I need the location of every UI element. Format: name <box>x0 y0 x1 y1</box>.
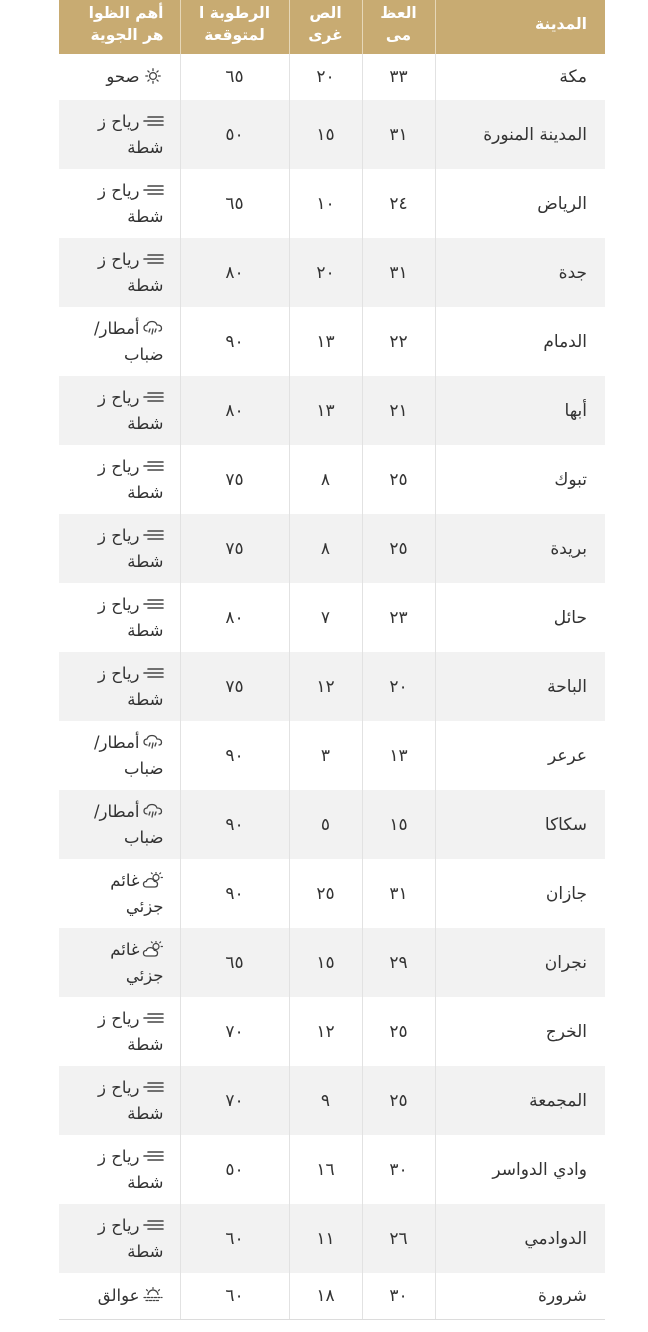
wind-icon <box>142 1215 164 1231</box>
max-temp-cell: ٢١ <box>362 376 435 445</box>
min-temp-cell: ٢٠ <box>289 54 362 100</box>
weather-cell <box>59 1204 180 1273</box>
weather-label: رياح ز شطة <box>98 1146 164 1192</box>
city-cell: نجران <box>435 928 605 997</box>
city-cell: عرعر <box>435 721 605 790</box>
max-temp-cell: ١٣ <box>362 721 435 790</box>
weather-label: أمطار/ ضباب <box>93 318 164 364</box>
table-row <box>59 169 605 238</box>
table-row <box>59 859 605 928</box>
city-cell: شرورة <box>435 1273 605 1320</box>
weather-label: رياح ز شطة <box>98 456 164 502</box>
sun-icon <box>142 66 164 82</box>
rain-cloud-icon <box>142 732 164 748</box>
weather-label: رياح ز شطة <box>98 1215 164 1261</box>
max-temp-cell: ٢٥ <box>362 1066 435 1135</box>
max-temp-cell: ٢٥ <box>362 997 435 1066</box>
weather-label: رياح ز شطة <box>98 1077 164 1123</box>
humidity-cell: ٦٠ <box>180 1273 289 1320</box>
table-row <box>59 652 605 721</box>
min-temp-cell: ١٠ <box>289 169 362 238</box>
max-temp-cell: ٢٩ <box>362 928 435 997</box>
weather-label: غائم جزئي <box>110 870 164 916</box>
city-cell: حائل <box>435 583 605 652</box>
weather-label: صحو <box>106 67 140 86</box>
max-temp-cell: ٢٣ <box>362 583 435 652</box>
wind-icon <box>142 180 164 196</box>
max-temp-cell: ٣١ <box>362 859 435 928</box>
table-body <box>59 54 605 1320</box>
min-temp-cell: ١٢ <box>289 997 362 1066</box>
table-row <box>59 307 605 376</box>
weather-cell <box>59 169 180 238</box>
weather-label: رياح ز شطة <box>98 249 164 295</box>
weather-cell <box>59 1135 180 1204</box>
max-temp-cell: ٢٦ <box>362 1204 435 1273</box>
min-temp-cell: ٩ <box>289 1066 362 1135</box>
city-cell: المجمعة <box>435 1066 605 1135</box>
wind-icon <box>142 594 164 610</box>
min-temp-cell: ٧ <box>289 583 362 652</box>
min-temp-cell: ١٨ <box>289 1273 362 1320</box>
humidity-cell: ٧٠ <box>180 1066 289 1135</box>
weather-cell <box>59 997 180 1066</box>
weather-cell <box>59 54 180 100</box>
weather-cell <box>59 721 180 790</box>
city-cell: الدوادمي <box>435 1204 605 1273</box>
weather-cell <box>59 514 180 583</box>
table-row <box>59 997 605 1066</box>
min-temp-cell: ٢٠ <box>289 238 362 307</box>
humidity-cell: ٨٠ <box>180 583 289 652</box>
table-header <box>59 0 605 54</box>
table-row <box>59 445 605 514</box>
weather-cell <box>59 583 180 652</box>
header-city: المدينة <box>435 0 605 54</box>
wind-icon <box>142 1077 164 1093</box>
humidity-cell: ٩٠ <box>180 307 289 376</box>
weather-cell <box>59 376 180 445</box>
table-row <box>59 238 605 307</box>
wind-icon <box>142 525 164 541</box>
city-cell: جدة <box>435 238 605 307</box>
min-temp-cell: ٢٥ <box>289 859 362 928</box>
min-temp-cell: ١٣ <box>289 376 362 445</box>
rain-cloud-icon <box>142 801 164 817</box>
city-cell: أبها <box>435 376 605 445</box>
header-row <box>59 0 605 54</box>
weather-cell <box>59 790 180 859</box>
humidity-cell: ٧٥ <box>180 445 289 514</box>
max-temp-cell: ٣١ <box>362 238 435 307</box>
humidity-cell: ٦٥ <box>180 928 289 997</box>
city-cell: المدينة المنورة <box>435 100 605 169</box>
weather-label: رياح ز شطة <box>98 663 164 709</box>
weather-label: عوالق <box>97 1286 140 1305</box>
header-max-temp: العظ مى <box>362 0 435 54</box>
weather-cell <box>59 100 180 169</box>
weather-label: رياح ز شطة <box>98 111 164 157</box>
dust-icon <box>142 1285 164 1301</box>
min-temp-cell: ٥ <box>289 790 362 859</box>
weather-label: رياح ز شطة <box>98 387 164 433</box>
partly-cloudy-icon <box>142 939 164 955</box>
humidity-cell: ٦٥ <box>180 54 289 100</box>
table-row <box>59 790 605 859</box>
humidity-cell: ٩٠ <box>180 721 289 790</box>
partly-cloudy-icon <box>142 870 164 886</box>
table-row <box>59 928 605 997</box>
wind-icon <box>142 663 164 679</box>
humidity-cell: ٧٠ <box>180 997 289 1066</box>
wind-icon <box>142 387 164 403</box>
humidity-cell: ٥٠ <box>180 1135 289 1204</box>
min-temp-cell: ١١ <box>289 1204 362 1273</box>
weather-table <box>59 0 605 1320</box>
table-row <box>59 376 605 445</box>
humidity-cell: ٦٠ <box>180 1204 289 1273</box>
weather-label: رياح ز شطة <box>98 180 164 226</box>
max-temp-cell: ١٥ <box>362 790 435 859</box>
max-temp-cell: ٢٤ <box>362 169 435 238</box>
max-temp-cell: ٣٣ <box>362 54 435 100</box>
wind-icon <box>142 249 164 265</box>
humidity-cell: ٧٥ <box>180 514 289 583</box>
humidity-cell: ٨٠ <box>180 376 289 445</box>
table-row <box>59 1273 605 1320</box>
weather-label: رياح ز شطة <box>98 1008 164 1054</box>
weather-cell <box>59 652 180 721</box>
humidity-cell: ٩٠ <box>180 859 289 928</box>
weather-cell <box>59 1066 180 1135</box>
max-temp-cell: ٢٠ <box>362 652 435 721</box>
city-cell: وادي الدواسر <box>435 1135 605 1204</box>
max-temp-cell: ٣٠ <box>362 1273 435 1320</box>
table-row <box>59 721 605 790</box>
city-cell: الدمام <box>435 307 605 376</box>
max-temp-cell: ٢٥ <box>362 445 435 514</box>
max-temp-cell: ٣٠ <box>362 1135 435 1204</box>
weather-label: رياح ز شطة <box>98 594 164 640</box>
weather-label: غائم جزئي <box>110 939 164 985</box>
min-temp-cell: ١٥ <box>289 928 362 997</box>
min-temp-cell: ١٥ <box>289 100 362 169</box>
weather-cell <box>59 238 180 307</box>
rain-cloud-icon <box>142 318 164 334</box>
weather-label: رياح ز شطة <box>98 525 164 571</box>
max-temp-cell: ٣١ <box>362 100 435 169</box>
table-row <box>59 1204 605 1273</box>
min-temp-cell: ٣ <box>289 721 362 790</box>
weather-cell <box>59 1273 180 1320</box>
weather-cell <box>59 859 180 928</box>
table-row <box>59 1135 605 1204</box>
humidity-cell: ٦٥ <box>180 169 289 238</box>
humidity-cell: ٨٠ <box>180 238 289 307</box>
weather-table-container <box>59 0 605 1320</box>
city-cell: تبوك <box>435 445 605 514</box>
header-humidity: الرطوبة ا لمتوقعة <box>180 0 289 54</box>
wind-icon <box>142 1008 164 1024</box>
wind-icon <box>142 1146 164 1162</box>
weather-label: أمطار/ ضباب <box>93 801 164 847</box>
table-row <box>59 583 605 652</box>
humidity-cell: ٧٥ <box>180 652 289 721</box>
max-temp-cell: ٢٥ <box>362 514 435 583</box>
table-row <box>59 1066 605 1135</box>
table-row <box>59 514 605 583</box>
header-min-temp: الص غرى <box>289 0 362 54</box>
city-cell: الخرج <box>435 997 605 1066</box>
city-cell: سكاكا <box>435 790 605 859</box>
min-temp-cell: ١٦ <box>289 1135 362 1204</box>
header-weather: أهم الظوا هر الجوية <box>59 0 180 54</box>
wind-icon <box>142 456 164 472</box>
min-temp-cell: ٨ <box>289 445 362 514</box>
table-row <box>59 100 605 169</box>
max-temp-cell: ٢٢ <box>362 307 435 376</box>
min-temp-cell: ٨ <box>289 514 362 583</box>
min-temp-cell: ١٢ <box>289 652 362 721</box>
city-cell: جازان <box>435 859 605 928</box>
weather-cell <box>59 928 180 997</box>
weather-cell <box>59 307 180 376</box>
min-temp-cell: ١٣ <box>289 307 362 376</box>
humidity-cell: ٩٠ <box>180 790 289 859</box>
city-cell: بريدة <box>435 514 605 583</box>
city-cell: الباحة <box>435 652 605 721</box>
city-cell: مكة <box>435 54 605 100</box>
humidity-cell: ٥٠ <box>180 100 289 169</box>
weather-cell <box>59 445 180 514</box>
table-row <box>59 54 605 100</box>
wind-icon <box>142 111 164 127</box>
city-cell: الرياض <box>435 169 605 238</box>
weather-label: أمطار/ ضباب <box>93 732 164 778</box>
